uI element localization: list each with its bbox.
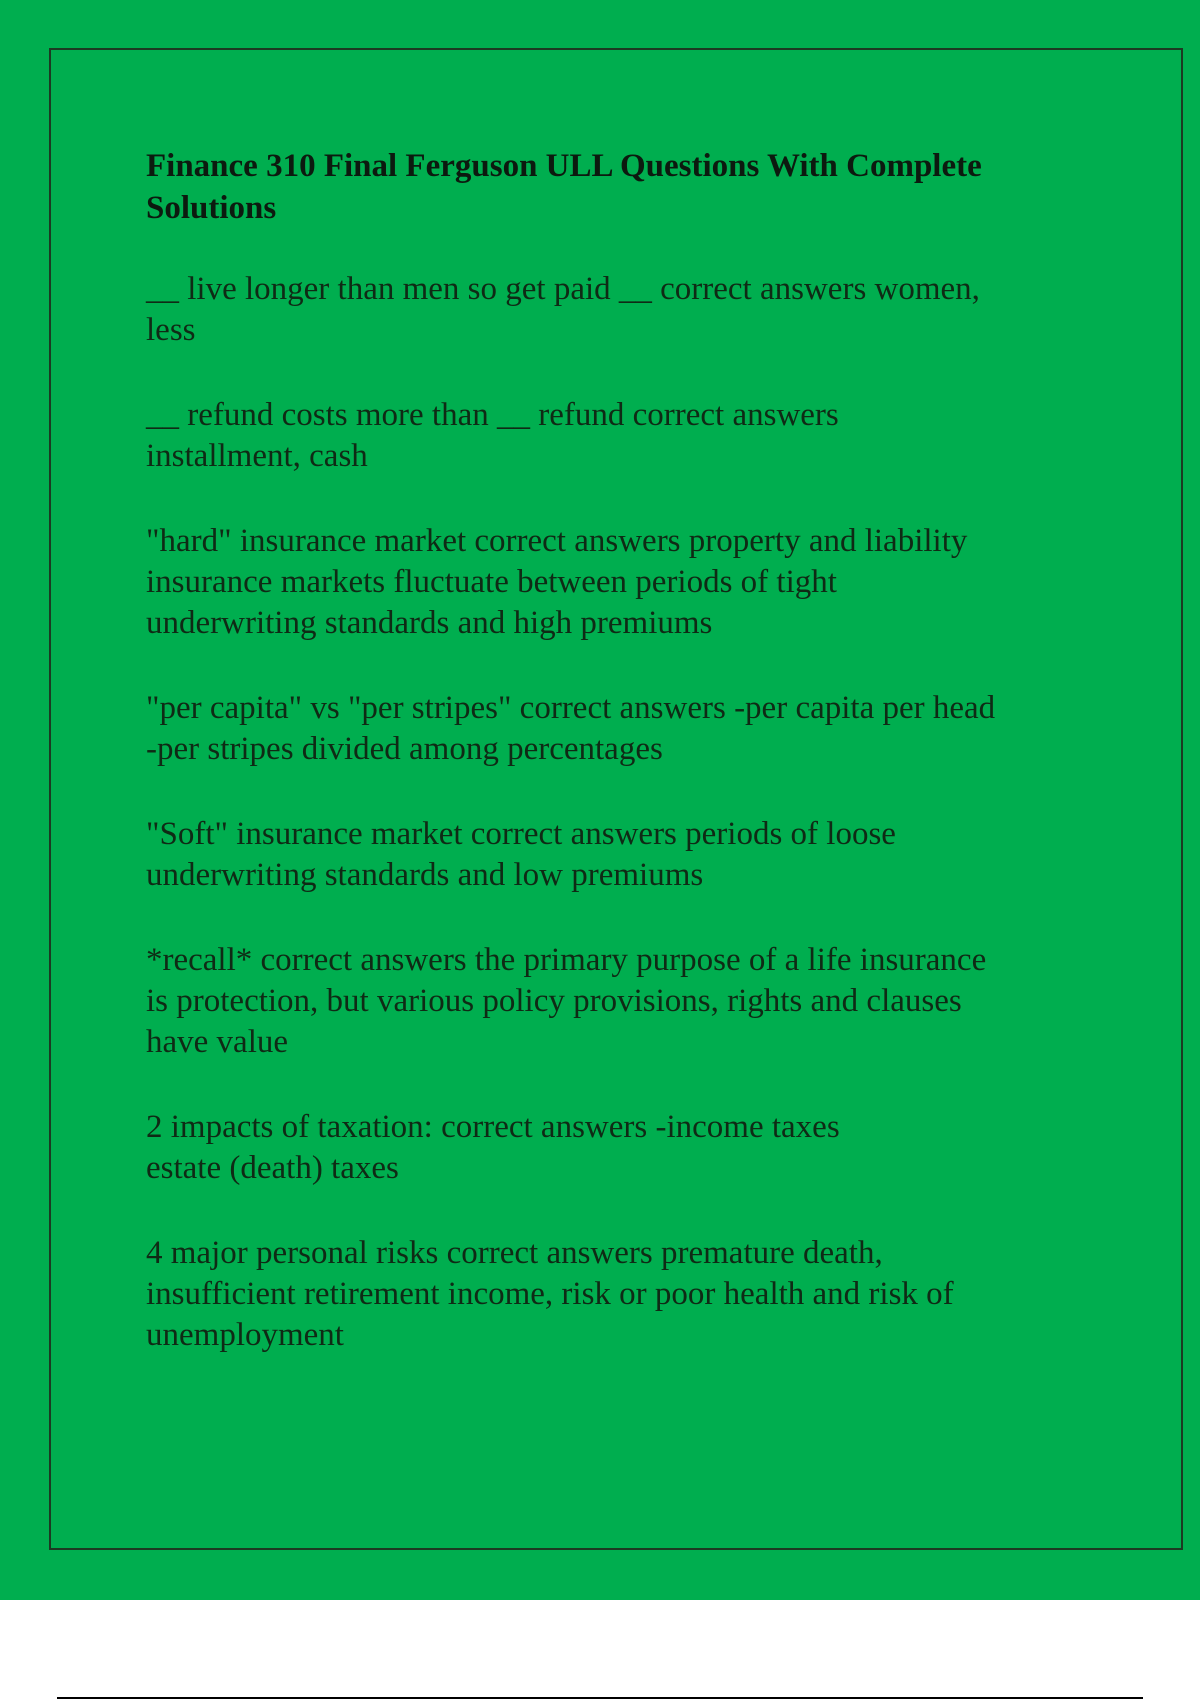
qa-item: __ refund costs more than __ refund correct answers installment, cash (146, 397, 839, 474)
qa-item: __ live longer than men so get paid __ correct answers women, less (146, 271, 980, 348)
document-title: Finance 310 Final Ferguson ULL Questions With Complete Solutions (146, 148, 982, 226)
qa-item: "hard" insurance market correct answers property and liability insurance markets fluctuate between periods of tight underwriting standards and high premiums (146, 523, 968, 641)
qa-item: 4 major personal risks correct answers premature death, insufficient retirement income, risk or poor health and risk of unemployment (146, 1235, 954, 1353)
qa-item: *recall* correct answers the primary purpose of a life insurance is protection, but various policy provisions, rights and clauses have value (146, 942, 987, 1060)
document-content (146, 145, 1096, 1400)
qa-item: "Soft" insurance market correct answers periods of loose underwriting standards and low premiums (146, 816, 896, 893)
qa-item: "per capita" vs "per stripes" correct answers -per capita per head -per stripes divided among percentages (146, 690, 996, 767)
footer-divider (57, 1697, 1143, 1699)
qa-item: 2 impacts of taxation: correct answers -income taxes estate (death) taxes (146, 1109, 840, 1186)
